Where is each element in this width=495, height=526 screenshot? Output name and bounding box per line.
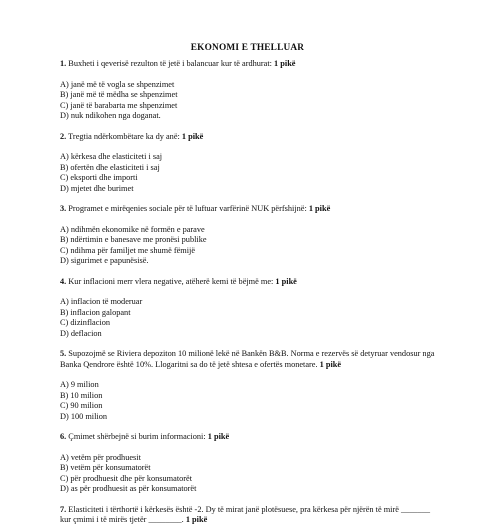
question-2: [60, 132, 440, 143]
option-a: A) janë më të vogla se shpenzimet: [60, 79, 175, 89]
option-c: C) 90 milion: [60, 401, 103, 410]
question-4: [60, 277, 440, 288]
option-b: B) vetëm për konsumatorët: [60, 463, 151, 472]
question-7: [60, 505, 440, 526]
options-1: [60, 80, 440, 122]
option-d: D) as për prodhuesit as për konsumatorët: [60, 484, 197, 493]
question-points: 1 pikë: [319, 359, 342, 369]
question-number: 1.: [60, 59, 67, 68]
question-points: 1 pikë: [181, 131, 204, 141]
options-5: [60, 380, 440, 422]
option-d: D) mjetet dhe burimet: [60, 183, 134, 193]
question-text: Buxheti i qeverisë rezulton të jetë i balancuar kur të ardhurat:: [66, 59, 272, 68]
question-6: [60, 432, 440, 443]
option-d: D) 100 milion: [60, 411, 108, 421]
options-3: [60, 225, 440, 267]
option-c: C) janë të barabarta me shpenzimet: [60, 100, 178, 110]
question-points: 1 pikë: [308, 204, 331, 213]
options-4: [60, 297, 440, 339]
question-3: [60, 204, 440, 215]
question-number: 3.: [60, 204, 67, 213]
question-number: 7.: [60, 504, 67, 514]
question-1: [60, 59, 440, 70]
question-5: [60, 349, 440, 370]
option-b: B) janë më të mëdha se shpenzimet: [60, 90, 178, 99]
option-b: B) inflacion galopant: [60, 307, 131, 317]
option-b: B) 10 milion: [60, 390, 103, 400]
option-c: C) për prodhuesit dhe për konsumatorët: [60, 473, 193, 483]
question-list: [60, 59, 440, 526]
page-title: EKONOMI E THELLUAR: [190, 43, 305, 53]
question-number: 6.: [60, 432, 67, 441]
option-a: A) inflacion të moderuar: [60, 297, 143, 306]
option-b: B) ndërtimin e banesave me pronësi publike: [60, 235, 207, 244]
question-points: 1 pikë: [185, 515, 208, 524]
option-d: D) nuk ndikohen nga doganat.: [60, 111, 161, 120]
question-number: 2.: [60, 131, 67, 141]
options-2: [60, 152, 440, 194]
option-d: D) deflacion: [60, 328, 102, 338]
question-text: Çmimet shërbejnë si burim informacioni:: [66, 432, 206, 441]
option-c: C) ndihma për familjet me shumë fëmijë: [60, 245, 196, 255]
question-text: Elasticiteti i tërthortë i kërkesës është -2. Dy të mirat janë plotësuese, pra kërkesa për njërën të mirë _______ kur çmimi i të mirës tjetër ________.: [60, 504, 433, 524]
option-c: C) dizinflacion: [60, 318, 110, 327]
option-d: D) sigurimet e papunësisë.: [60, 256, 149, 265]
question-text: Kur inflacioni merr vlera negative, atëherë kemi të bëjmë me:: [66, 276, 274, 286]
option-a: A) kërkesa dhe elasticiteti i saj: [60, 152, 163, 161]
question-number: 5.: [60, 349, 67, 358]
question-number: 4.: [60, 276, 67, 286]
question-text: Supozojmë se Riviera depoziton 10 milionë lekë në Bankën B&B. Norma e rezervës së detyruar vendosur nga Banka Qendrore është 10%. Llogaritni sa do të jetë shtesa e ofertës monetare.: [60, 349, 435, 369]
option-a: A) 9 milion: [60, 380, 99, 389]
question-text: Tregtia ndërkombëtare ka dy anë:: [66, 131, 180, 141]
option-a: A) vetëm për prodhuesit: [60, 452, 141, 462]
question-points: 1 pikë: [207, 432, 230, 441]
question-points: 1 pikë: [275, 276, 297, 286]
option-c: C) eksporti dhe importi: [60, 173, 138, 182]
option-a: A) ndihmën ekonomike në formën e parave: [60, 224, 205, 234]
options-6: [60, 453, 440, 495]
question-points: 1 pikë: [274, 59, 296, 68]
question-text: Programet e mirëqenies sociale për të luftuar varfërinë NUK përfshijnë:: [66, 204, 307, 213]
option-b: B) ofertën dhe elasticiteti i saj: [60, 162, 160, 172]
